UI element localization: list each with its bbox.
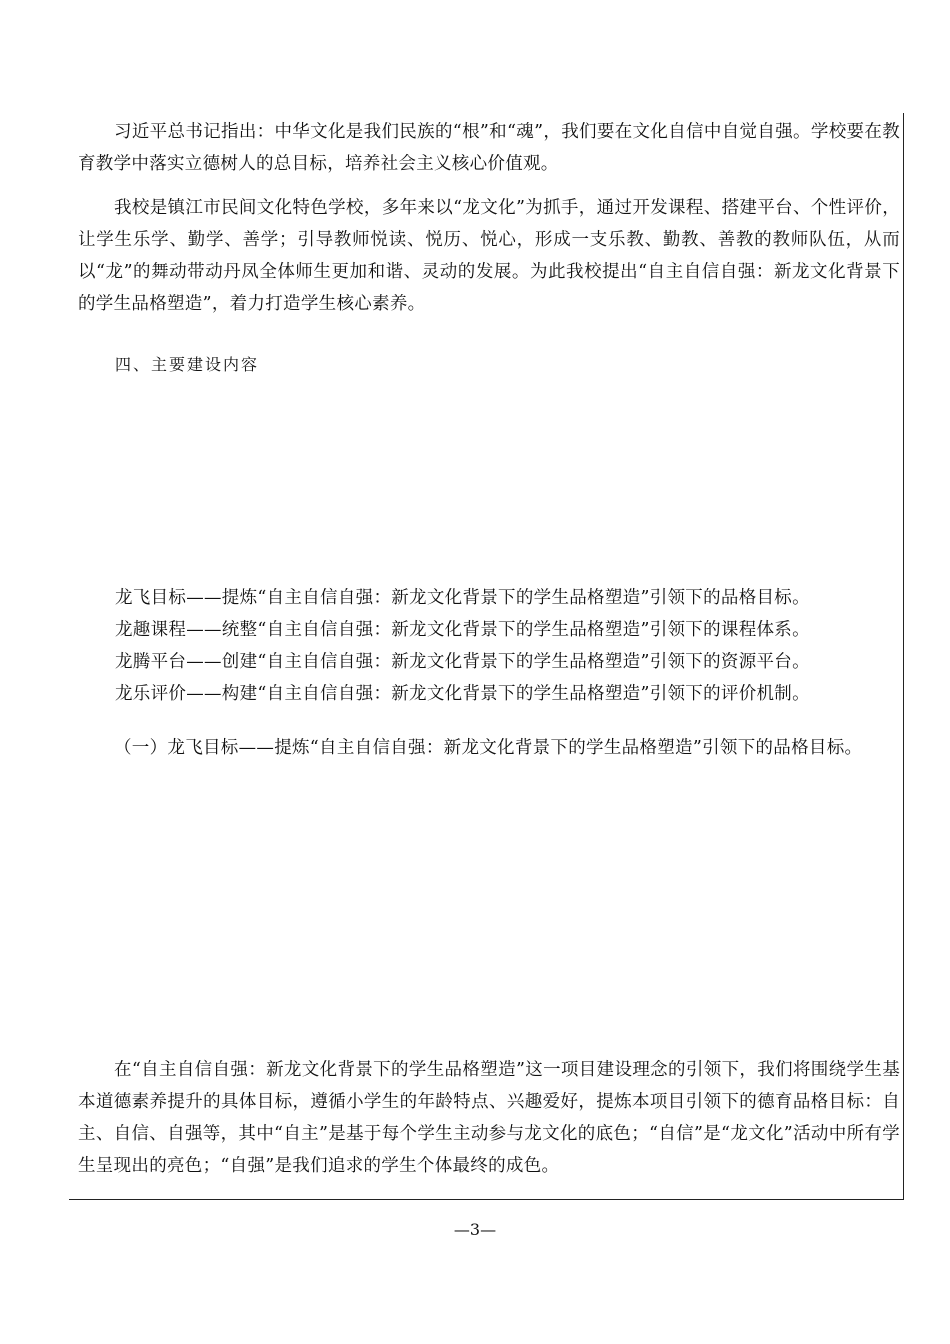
paragraph-character-goals: 在“自主自信自强：新龙文化背景下的学生品格塑造”这一项目建设理念的引领下，我们将围绕学生基本道德素养提升的具体目标，遵循小学生的年龄特点、兴趣爱好，提炼本项目引领下的德育品格目标：自主、自信、自强等，其中“自主”是基于每个学生主动参与龙文化的底色；“自信”是“龙文化”活动中所有学生呈现出的亮色；“自强”是我们追求的学生个体最终的成色。: [78, 1060, 900, 1176]
list-item: 龙乐评价——构建“自主自信自强：新龙文化背景下的学生品格塑造”引领下的评价机制。: [115, 684, 810, 704]
page-number: —3—: [453, 1220, 497, 1239]
table-border-bottom: [69, 1199, 904, 1200]
paragraph-school-background: 我校是镇江市民间文化特色学校，多年来以“龙文化”为抓手，通过开发课程、搭建平台、个性评价，让学生乐学、勤学、善学；引导教师悦读、悦历、悦心，形成一支乐教、勤教、善教的教师队伍，从而以“龙”的舞动带动丹凤全体师生更加和谐、灵动的发展。为此我校提出“自主自信自强：新龙文化背景下的学生品格塑造”，着力打造学生核心素养。: [78, 198, 900, 314]
table-border-right: [903, 113, 904, 1200]
construction-items-list: [115, 582, 810, 710]
list-item: 龙腾平台——创建“自主自信自强：新龙文化背景下的学生品格塑造”引领下的资源平台。: [115, 652, 810, 672]
subsection-heading: （一）龙飞目标——提炼“自主自信自强：新龙文化背景下的学生品格塑造”引领下的品格目标。: [114, 738, 863, 758]
paragraph-intro: 习近平总书记指出：中华文化是我们民族的“根”和“魂”，我们要在文化自信中自觉自强。学校要在教育教学中落实立德树人的总目标，培养社会主义核心价值观。: [78, 122, 900, 174]
list-item: 龙飞目标——提炼“自主自信自强：新龙文化背景下的学生品格塑造”引领下的品格目标。: [115, 588, 810, 608]
section-heading: 四、主要建设内容: [115, 355, 260, 374]
list-item: 龙趣课程——统整“自主自信自强：新龙文化背景下的学生品格塑造”引领下的课程体系。: [115, 620, 810, 640]
